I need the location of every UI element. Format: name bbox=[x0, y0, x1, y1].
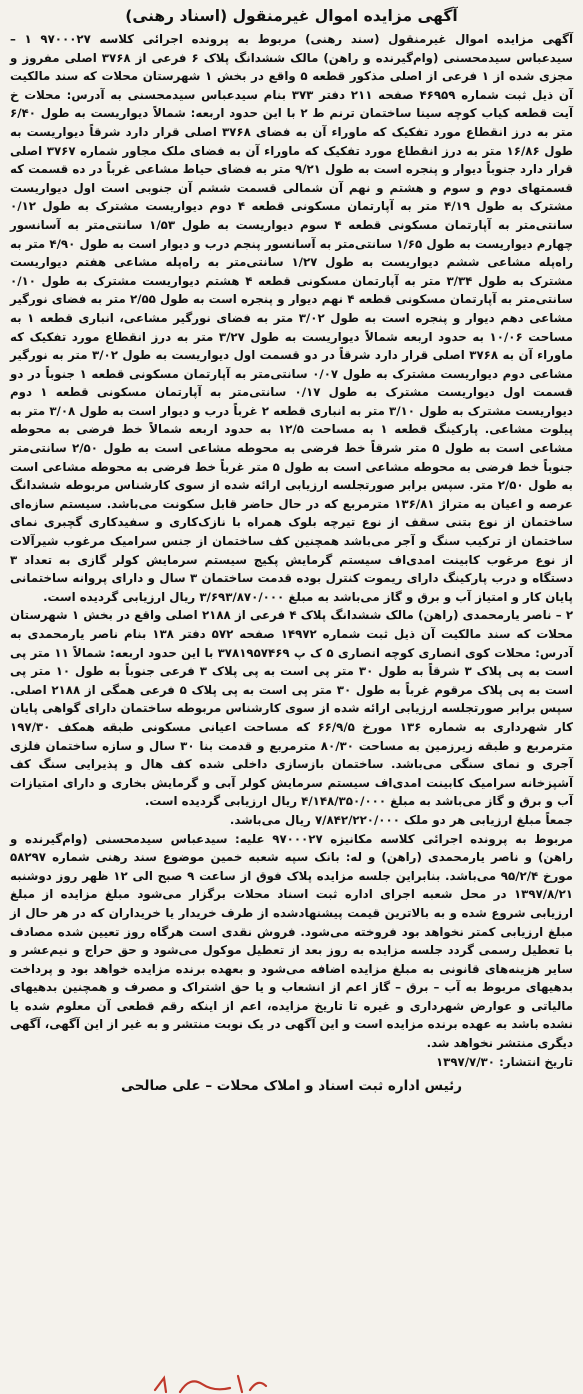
notice-body bbox=[10, 30, 573, 1053]
notice-paragraph-3: مربوط به پرونده اجرائی کلاسه مکانیزه ۹۷۰۰۰۲۷ علیه: سیدعباس سیدمحسنی (وام‌گیرنده و راهن) و ناصر یارمحمدی (راهن) و له: بانک سپه شعبه خمین موضوع سند رهنی شماره ۵۸۲۹۷ مورخ ۹۵/۲/۴ می‌باشد. بنابراین جلسه مزایده پلاک فوق از ساعت ۹ صبح الی ۱۲ ظهر روز دوشنبه ۱۳۹۷/۸/۲۱ در محل شعبه اجرای اداره ثبت اسناد محلات برگزار می‌شود مبلغ مزایده از مبلغ ارزیابی شروع شده و به بالاترین قیمت پیشنهادشده از طرف خریدار یا خریداران که در هر حال از مبلغ ارزیابی کمتر نخواهد بود فروخته می‌شود. فروش نقدی است هرگاه روز تعیین شده مصادف با تعطیل رسمی گردد جلسه مزایده به روز بعد از تعطیل موکول می‌شود و حق حراج و نیم‌عشر و سایر هزینه‌های قانونی به مبلغ مزایده اضافه می‌شود و بعهده برنده مزایده خواهد بود و پرداخت بدهیهای مربوط به آب – برق – گاز اعم از انشعاب و یا حق اشتراک و مصرف و همچنین بدهیهای مالیاتی و عوارض شهرداری و غیره تا تاریخ مزایده، اعم از اینکه رقم قطعی آن معلوم شده یا نشده باشد به عهده برنده مزایده است و این آگهی در یک نوبت منتشر و به غیر از این آگهی، آگهی دیگری منتشر نخواهد شد. bbox=[10, 831, 574, 1051]
notice-total: جمعاً مبلغ ارزیابی هر دو ملک ۷/۸۴۲/۲۲۰/۰۰۰ ریال می‌باشد. bbox=[229, 812, 573, 827]
signature-line: رئیس اداره ثبت اسناد و املاک محلات – علی صالحی bbox=[120, 1078, 462, 1095]
publish-date: تاریخ انتشار: ۱۳۹۷/۷/۳۰ bbox=[435, 1054, 573, 1069]
handwritten-scribble-icon bbox=[150, 1372, 270, 1394]
notice-title: آگهی مزایده اموال غیرمنقول (اسناد رهنی) bbox=[125, 7, 458, 25]
notice-paragraph-1: آگهی مزایده اموال غیرمنقول (سند رهنی) مربوط به پرونده اجرائی کلاسه ۹۷۰۰۰۲۷ ۱ – سیدعباس سیدمحسنی (وام‌گیرنده و راهن) مالک ششدانگ پلاک ۶ فرعی از ۳۷۶۸ اصلی مفروز و مجزی شده از ۱ فرعی از اصلی مذکور قطعه ۵ واقع در بخش ۱ شهرستان محلات که سند مالکیت آن ذیل ثبت شماره ۴۶۹۵۹ صفحه ۲۱۱ دفتر ۳۷۳ بنام سیدعباس سیدمحسنی به آدرس: محلات خ آیت قطعه کیاب کوچه سینا ساختمان ترنم ط ۲ با این حدود اربعه: شمالاً دیواریست به طول ۶/۴۰ متر به درز انقطاع مورد تفکیک که ماوراء آن به فضای ۳۷۶۸ اصلی قرار دارد شرقاً دیواریست به طول ۱۶/۸۶ متر به درز انقطاع مورد تفکیک که ماوراء آن به فضای ملک مجاور شماره ۳۷۶۷ اصلی قرار دارد جنوباً دیوار و پنجره است به طول ۹/۲۱ متر به فضای حیاط مشاعی غرباً در ده قسمت که قسمتهای دوم و سوم و هشتم و نهم آن شمالی قسمت ششم آن جنوبی است اول دیواریست مشترک به طول ۴/۱۹ متر به آپارتمان مسکونی قطعه ۴ دوم دیواریست مشترک به طول ۰/۱۲ سانتی‌متر به آپارتمان مسکونی قطعه ۴ سوم دیواریست به طول ۱/۵۳ سانتی‌متر به آسانسور چهارم دیواریست به طول ۱/۶۵ سانتی‌متر به آسانسور پنجم درب و دیوار است به طول ۴/۹۰ متر به راه‌پله مشاعی ششم دیواریست به طول ۱/۲۷ سانتی‌متر به راه‌پله مشاعی هفتم دیواریست مشترک به طول ۳/۳۴ متر به آپارتمان مسکونی قطعه ۴ هشتم دیواریست مشترک به طول ۰/۱۰ سانتی‌متر به آپارتمان مسکونی قطعه ۴ نهم دیوار و پنجره است به طول ۲/۵۵ متر به فضای نورگیر مشاعی دهم دیوار و پنجره است به طول ۳/۰۲ متر به فضای نورگیر مشاعی، انباری قطعه ۱ به مساحت ۱۰/۰۶ به حدود اربعه شمالاً دیواریست به طول ۳/۲۷ متر به درز انقطاع مورد تفکیک که ماوراء آن به ۳۷۶۸ اصلی قرار دارد شرقاً در دو قسمت اول دیواریست به طول ۳/۰۲ متر به نورگیر مشاعی دوم دیواریست مشترک به طول ۰/۰۷ سانتی‌متر به آپارتمان مسکونی قطعه ۱ جنوباً در دو قسمت اول دیواریست مشترک به طول ۰/۱۷ سانتی‌متر به آپارتمان مسکونی قطعه ۱ دوم دیواریست مشترک به طول ۳/۱۰ متر به انباری قطعه ۲ غرباً درب و دیوار است به طول ۳/۰۸ متر به پیلوت مشاعی. پارکینگ قطعه ۱ به مساحت ۱۲/۵ به حدود اربعه شمالاً خط فرضی به محوطه مشاعی است به طول ۵ متر شرقاً خط فرضی به محوطه مشاعی است به طول ۲/۵۰ سانتی‌متر جنوباً خط فرضی به محوطه مشاعی است به طول ۵ متر غرباً خط فرضی به محوطه مشاعی است به طول ۲/۵۰ متر. سپس برابر صورتجلسه ارزیابی ارائه شده از سوی کارشناس مربوطه ششدانگ عرصه و اعیان به متراژ ۱۳۶/۸۱ مترمربع که در حال حاضر قابل سکونت می‌باشد. سیستم سازه‌ای ساختمان از نوع بتنی سقف از نوع تیرچه بلوک همراه با نازک‌کاری و سفیدکاری گچبری نمای ساختمان از ترکیب سنگ و آجر می‌باشد همچنین کف ساختمان از جنس سرامیک مرغوب شیرآلات از نوع مرغوب کابینت امدی‌اف سیستم گرمایش پکیج سیستم سرمایش کولر گازی به تعداد ۳ دستگاه و درب پارکینگ دارای ریموت کنترل بوده قدمت ساختمان ۳ سال و دارای پروانه ساختمانی پایان کار و امتیاز آب و برق و گاز می‌باشد به مبلغ ۳/۶۹۳/۸۷۰/۰۰۰ ریال ارزیابی گردیده است. bbox=[10, 32, 574, 604]
notice-paragraph-2: ۲ – ناصر یارمحمدی (راهن) مالک ششدانگ پلاک ۴ فرعی از ۲۱۸۸ اصلی واقع در بخش ۱ شهرستان محلات که سند مالکیت آن ذیل ثبت شماره ۱۴۹۷۲ صفحه ۵۷۲ دفتر ۱۳۸ بنام ناصر یارمحمدی به آدرس: محلات کوی انصاری کوچه انصاری ۵ ک پ ۳۷۸۱۹۵۷۴۶۹ با این حدود اربعه: شمالاً ۱۱ متر پی است به پی پلاک ۳ شرقاً به طول ۳۰ متر پی است به پی پلاک ۳ فرعی جنوباً به طول ۱۰ متر پی است به پی پلاک مرقوم غرباً به طول ۳۰ متر پی است به پی پلاک ۵ فرعی همگی از ۲۱۸۸ اصلی. سپس برابر صورتجلسه ارزیابی ارائه شده از سوی کارشناس مربوطه ساختمان دارای گواهی پایان کار شهرداری به شماره ۱۳۶ مورخ ۶۶/۹/۵ که مساحت اعیانی مسکونی طبقه همکف ۱۹۷/۳۰ مترمربع و طبقه زیرزمین به مساحت ۸۰/۳۰ مترمربع و قدمت بنا ۳۰ سال و سازه ساختمان فلزی آجری و نمای سنگی می‌باشد. ساختمان بازسازی داخلی شده کف هال و پذیرایی سنگ کف آشپزخانه سرامیک کابینت امدی‌اف سیستم سرمایش کولر آبی و گرمایش بخاری و دارای امتیازات آب و برق و گاز می‌باشد به مبلغ ۴/۱۴۸/۳۵۰/۰۰۰ ریال ارزیابی گردیده است. bbox=[10, 608, 574, 809]
